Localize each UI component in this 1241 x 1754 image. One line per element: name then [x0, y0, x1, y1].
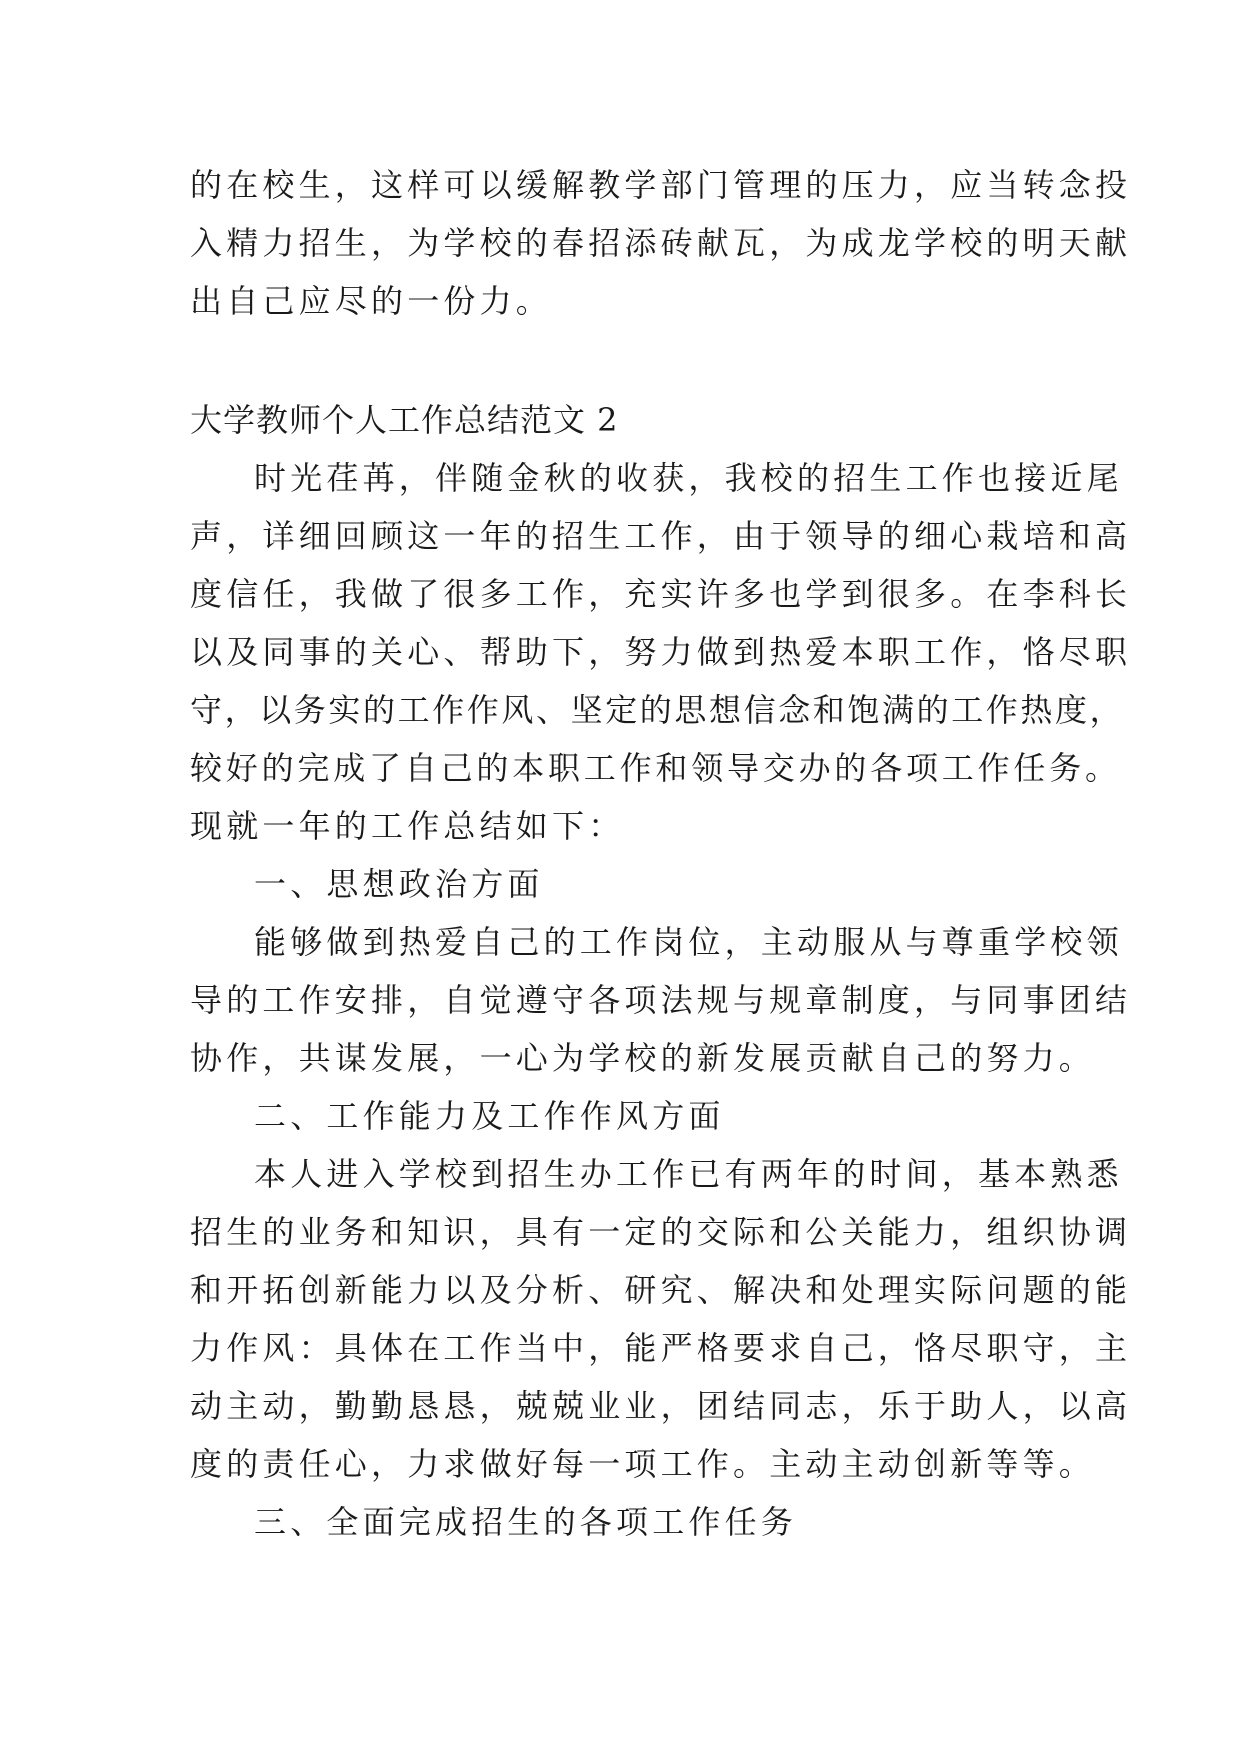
body-line: 协作，共谋发展，一心为学校的新发展贡献自己的努力。 [190, 1039, 1096, 1077]
subheading: 一、思想政治方面 [254, 865, 544, 903]
body-line: 的在校生，这样可以缓解教学部门管理的压力，应当转念投 [190, 166, 1132, 204]
paragraph-first-line: 能够做到热爱自己的工作岗位，主动服从与尊重学校领 [254, 923, 1123, 961]
body-line: 度信任，我做了很多工作，充实许多也学到很多。在李科长 [190, 575, 1132, 613]
subheading: 三、全面完成招生的各项工作任务 [254, 1503, 798, 1541]
paragraph-first-line: 时光荏苒，伴随金秋的收获，我校的招生工作也接近尾 [254, 459, 1123, 497]
body-line: 声，详细回顾这一年的招生工作，由于领导的细心栽培和高 [190, 517, 1132, 555]
body-line: 现就一年的工作总结如下： [190, 807, 625, 845]
section-title: 大学教师个人工作总结范文 2 [190, 401, 619, 439]
subheading: 二、工作能力及工作作风方面 [254, 1097, 725, 1135]
body-line: 力作风：具体在工作当中，能严格要求自己，恪尽职守，主 [190, 1329, 1132, 1367]
body-line: 招生的业务和知识，具有一定的交际和公关能力，组织协调 [190, 1213, 1132, 1251]
body-line: 和开拓创新能力以及分析、研究、解决和处理实际问题的能 [190, 1271, 1132, 1309]
body-line: 较好的完成了自己的本职工作和领导交办的各项工作任务。 [190, 749, 1121, 787]
body-line: 守，以务实的工作作风、坚定的思想信念和饱满的工作热度， [190, 691, 1125, 729]
body-line: 动主动，勤勤恳恳，兢兢业业，团结同志，乐于助人，以高 [190, 1387, 1132, 1425]
body-line: 度的责任心，力求做好每一项工作。主动主动创新等等。 [190, 1445, 1096, 1483]
body-line: 以及同事的关心、帮助下，努力做到热爱本职工作，恪尽职 [190, 633, 1132, 671]
body-line: 出自己应尽的一份力。 [190, 282, 553, 320]
paragraph-first-line: 本人进入学校到招生办工作已有两年的时间，基本熟悉 [254, 1155, 1123, 1193]
body-line: 入精力招生，为学校的春招添砖献瓦，为成龙学校的明天献 [190, 224, 1132, 262]
body-line: 导的工作安排，自觉遵守各项法规与规章制度，与同事团结 [190, 981, 1132, 1019]
